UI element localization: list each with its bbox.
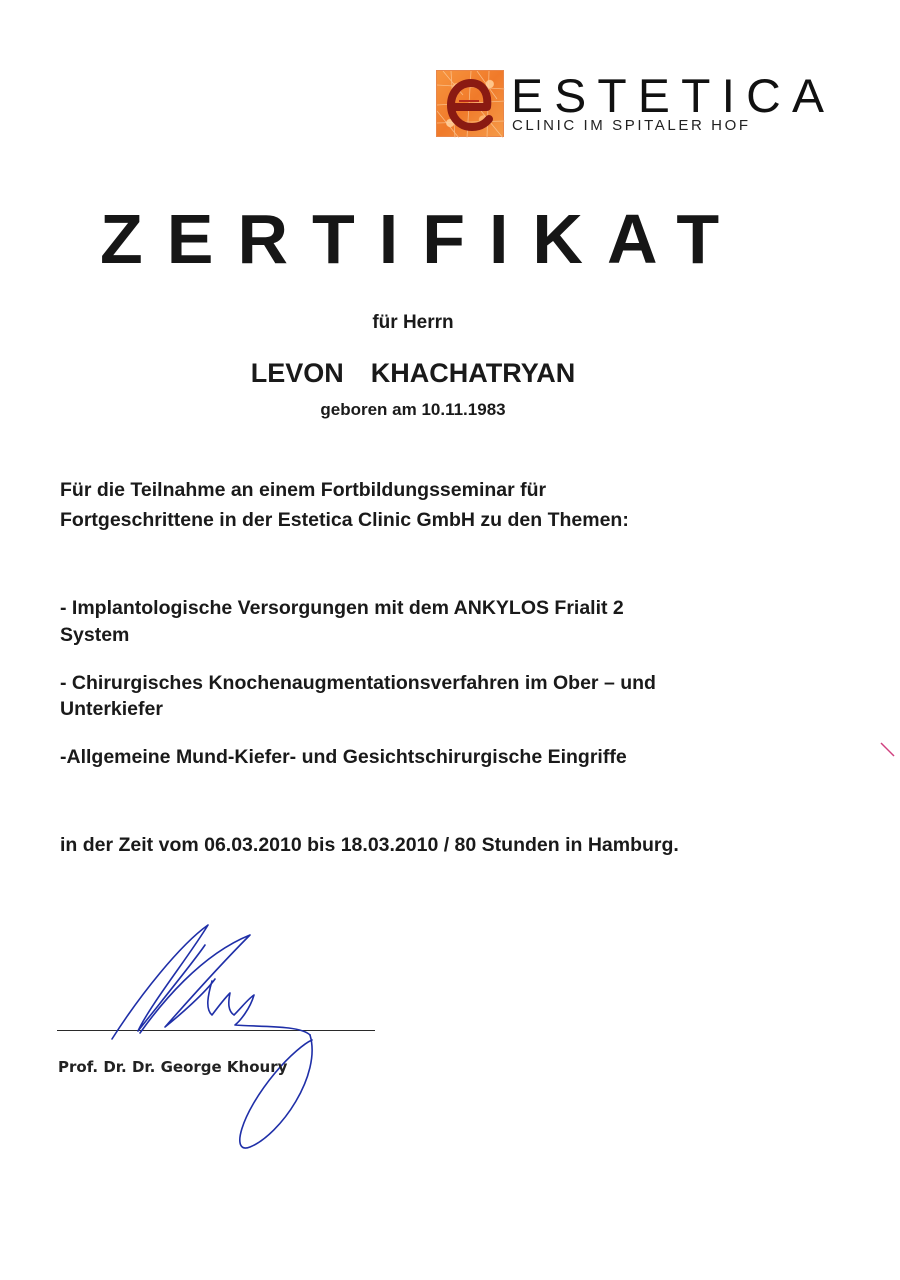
recipient-name: LEVON KHACHATRYAN [250, 358, 576, 388]
clinic-subtitle: CLINIC IM SPITALER HOF [512, 117, 751, 134]
birth-date-line: geboren am 10.11.1983 [320, 400, 506, 419]
topic-item-3: -Allgemeine Mund-Kiefer- und Gesichtschirurgische Eingriffe [60, 746, 627, 768]
intro-line-1: Für die Teilnahme an einem Fortbildungsseminar für [60, 479, 547, 501]
signer-name: Prof. Dr. Dr. George Khoury [58, 1058, 288, 1076]
salutation: für Herrn [372, 312, 454, 333]
topic-item-2-line-1: - Chirurgisches Knochenaugmentationsverfahren im Ober – und [60, 672, 656, 694]
estetica-logo-icon [436, 70, 504, 137]
handwritten-signature-icon [100, 915, 320, 1160]
scan-mark [880, 742, 896, 763]
intro-line-2: Fortgeschrittene in der Estetica Clinic GmbH zu den Themen: [60, 509, 629, 531]
course-period: in der Zeit vom 06.03.2010 bis 18.03.2010 / 80 Stunden in Hamburg. [60, 834, 679, 856]
topic-item-1-line-2: System [60, 624, 130, 646]
clinic-name: ESTETICA [511, 69, 836, 122]
topic-item-2-line-2: Unterkiefer [60, 698, 163, 720]
topic-item-1-line-1: - Implantologische Versorgungen mit dem ANKYLOS Frialit 2 [60, 597, 624, 619]
certificate-title: ZERTIFIKAT [100, 200, 744, 278]
